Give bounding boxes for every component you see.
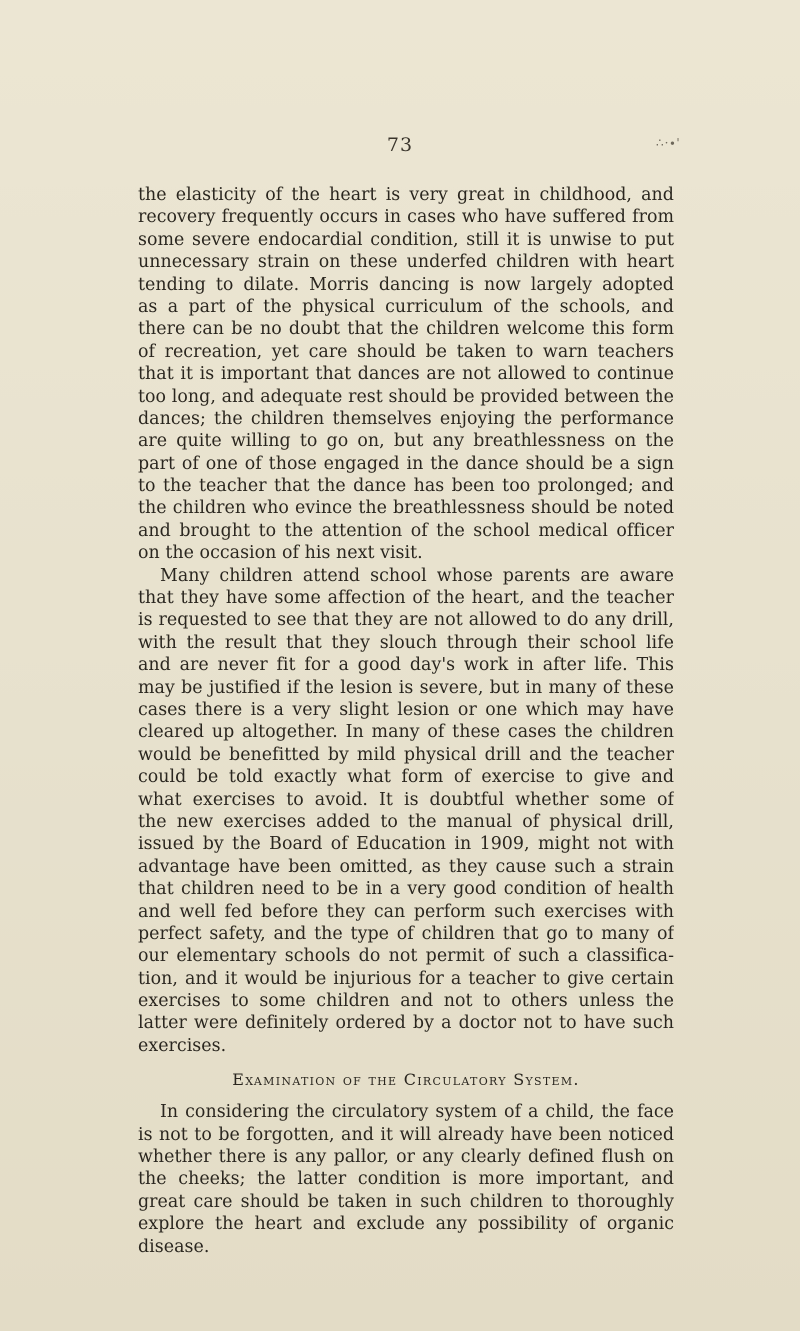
text-line: and well fed before they can perform such exercises with	[138, 901, 674, 922]
text-line: whether there is any pallor, or any clearly defined flush on	[138, 1147, 674, 1168]
page-number: 73	[386, 134, 414, 156]
text-line: is not to be forgotten, and it will already have been noticed	[138, 1124, 674, 1145]
text-line: tion, and it would be injurious for a teacher to give certain	[138, 968, 674, 989]
text-line: that it is important that dances are not allowed to continue	[138, 364, 674, 385]
text-line: recovery frequently occurs in cases who have suffered from	[138, 207, 674, 228]
text-line: issued by the Board of Education in 1909, might not with	[138, 834, 674, 855]
text-line: with the result that they slouch through their school life	[138, 632, 674, 653]
text-line: the cheeks; the latter condition is more important, and	[138, 1169, 674, 1190]
text-line: that they have some affection of the heart, and the teacher	[138, 588, 674, 609]
text-line: some severe endocardial condition, still it is unwise to put	[138, 229, 674, 250]
text-line: and are never fit for a good day's work in after life. This	[138, 655, 674, 676]
corner-mark: ∴·∙'	[656, 136, 681, 150]
text-line: there can be no doubt that the children welcome this form	[138, 319, 674, 340]
text-line: disease.	[138, 1236, 210, 1257]
text-line: dances; the children themselves enjoying the performance	[138, 408, 674, 429]
text-line: the elasticity of the heart is very great in childhood, and	[138, 185, 674, 205]
text-line: of recreation, yet care should be taken to warn teachers	[138, 341, 674, 362]
text-line: latter were definitely ordered by a doctor not to have such	[138, 1013, 674, 1034]
text-line: great care should be taken in such children to thoroughly	[138, 1191, 674, 1212]
text-line: the new exercises added to the manual of physical drill,	[138, 811, 674, 832]
text-line: would be benefitted by mild physical drill and the teacher	[138, 744, 674, 765]
text-line: too long, and adequate rest should be provided between the	[138, 386, 674, 407]
text-line: is requested to see that they are not allowed to do any drill,	[138, 610, 674, 631]
paragraph-heart-affection-drill	[138, 565, 674, 1058]
text-line: that children need to be in a very good condition of health	[138, 879, 674, 900]
text-line: perfect safety, and the type of children that go to many of	[138, 923, 674, 944]
text-line: what exercises to avoid. It is doubtful whether some of	[138, 789, 674, 810]
text-line: cleared up altogether. In many of these cases the children	[138, 722, 674, 743]
text-line: exercises to some children and not to others unless the	[138, 991, 674, 1012]
text-line: advantage have been omitted, as they cause such a strain	[138, 856, 674, 877]
body-text	[138, 184, 674, 1258]
text-line: our elementary schools do not permit of such a classifica-	[138, 946, 674, 967]
paragraph-circulatory-examination	[138, 1101, 674, 1258]
text-line: to the teacher that the dance has been too prolonged; and	[138, 476, 674, 497]
text-line: and brought to the attention of the school medical officer	[138, 520, 674, 541]
section-heading: Examination of the Circulatory System.	[232, 1070, 580, 1090]
text-line: may be justified if the lesion is severe, but in many of these	[138, 677, 674, 698]
text-line: explore the heart and exclude any possibility of organic	[138, 1214, 674, 1235]
paragraph-heart-elasticity	[138, 184, 674, 565]
text-line: tending to dilate. Morris dancing is now largely adopted	[138, 274, 674, 295]
text-line: unnecessary strain on these underfed children with heart	[138, 252, 674, 273]
text-line: In considering the circulatory system of a child, the face	[160, 1102, 674, 1123]
text-line: exercises.	[138, 1035, 227, 1056]
text-line: the children who evince the breathlessness should be noted	[138, 498, 674, 519]
text-line: as a part of the physical curriculum of the schools, and	[138, 296, 674, 317]
text-line: are quite willing to go on, but any breathlessness on the	[138, 431, 674, 452]
text-line: Many children attend school whose parents are aware	[160, 565, 674, 586]
text-line: part of one of those engaged in the dance should be a sign	[138, 453, 674, 474]
text-line: could be told exactly what form of exercise to give and	[138, 767, 674, 788]
text-line: on the occasion of his next visit.	[138, 543, 423, 564]
text-line: cases there is a very slight lesion or one which may have	[138, 699, 674, 720]
